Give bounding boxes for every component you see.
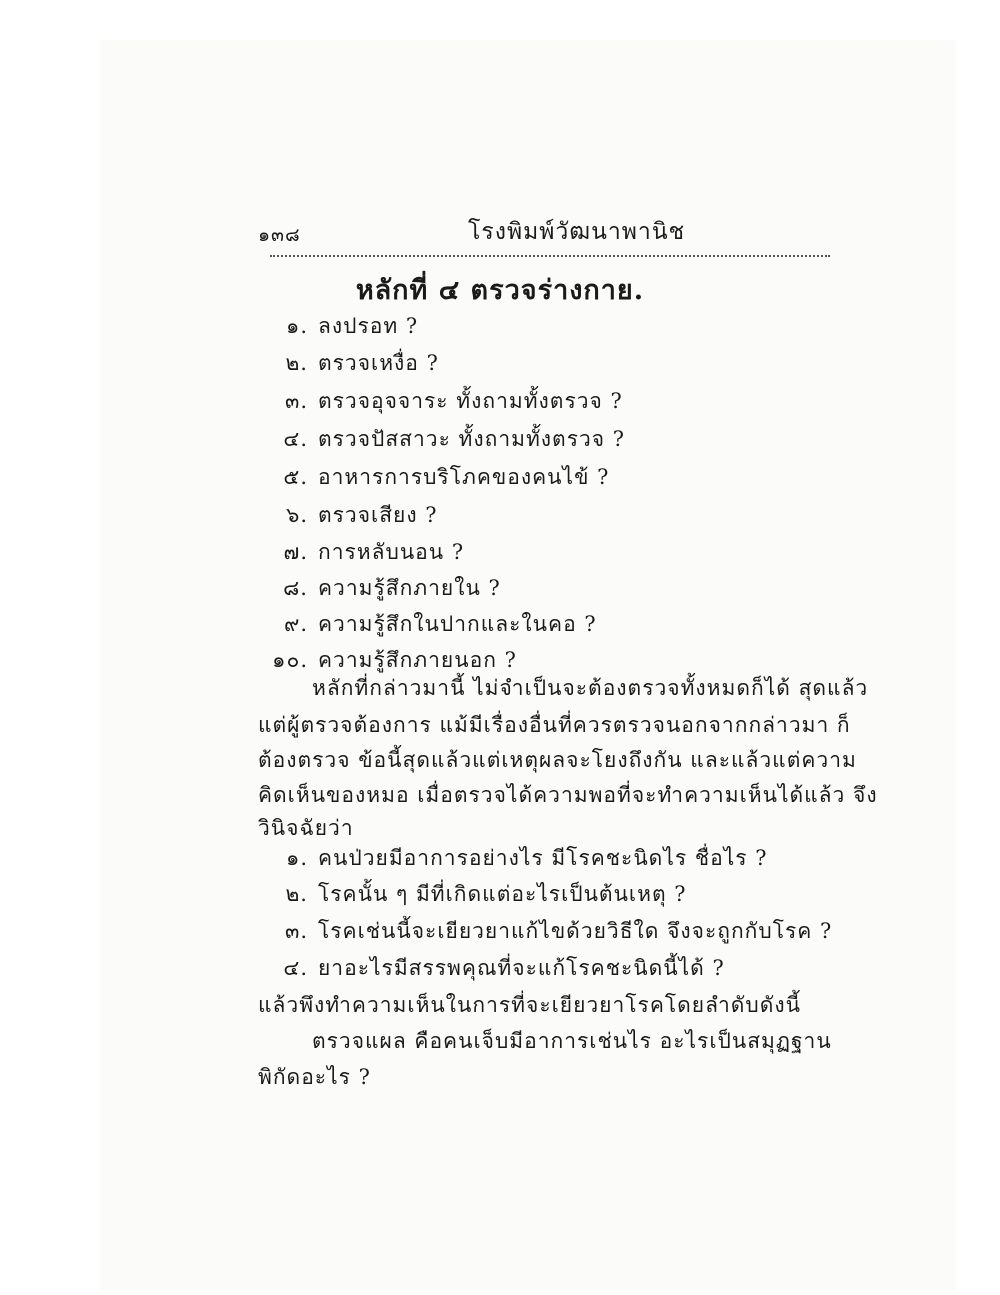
list-item: ๔. ยาอะไรมีสรรพคุณที่จะแก้โรคชะนิดนี้ได้ ? — [283, 956, 725, 980]
section-title: หลักที่ ๔ ตรวจร่างกาย. — [355, 275, 645, 306]
paragraph-line: วินิจฉัยว่า — [258, 816, 354, 840]
list-item: ๗. การหลับนอน ? — [283, 540, 465, 564]
header-divider — [270, 255, 830, 257]
list-item: ๘. ความรู้สึกภายใน ? — [283, 576, 501, 600]
list-item: ๖. ตรวจเสียง ? — [285, 503, 438, 527]
paragraph-line: คิดเห็นของหมอ เมื่อตรวจได้ความพอที่จะทำความเห็นได้แล้ว จึง — [258, 783, 878, 807]
closing-line: แล้วพึงทำความเห็นในการที่จะเยียวยาโรคโดยลำดับดังนี้ — [258, 993, 801, 1017]
closing-line: ตรวจแผล คือคนเจ็บมีอาการเช่นไร อะไรเป็นสมุฏฐาน — [312, 1029, 832, 1053]
list-item: ๓. ตรวจอุจจาระ ทั้งถามทั้งตรวจ ? — [284, 389, 623, 413]
list-item: ๓. โรคเช่นนี้จะเยียวยาแก้ไขด้วยวิธีใด จึงจะถูกกับโรค ? — [284, 919, 833, 943]
list-item: ๒. ตรวจเหงื่อ ? — [285, 351, 439, 375]
list-item: ๙. ความรู้สึกในปากและในคอ ? — [283, 612, 597, 636]
closing-line: พิกัดอะไร ? — [258, 1065, 371, 1089]
paragraph-line: หลักที่กล่าวมานี้ ไม่จำเป็นจะต้องตรวจทั้งหมดก็ได้ สุดแล้ว — [312, 676, 869, 700]
publisher-name: โรงพิมพ์วัฒนาพานิช — [468, 219, 686, 245]
running-head — [258, 212, 830, 252]
list-item: ๑. ลงปรอท ? — [285, 314, 419, 338]
list-item: ๔. ตรวจปัสสาวะ ทั้งถามทั้งตรวจ ? — [283, 427, 626, 451]
examination-checklist — [268, 310, 828, 672]
page-number: ๑๓๘ — [258, 224, 301, 246]
list-item: ๕. อาหารการบริโภคของคนไข้ ? — [283, 465, 610, 489]
paragraph-line: ต้องตรวจ ข้อนี้สุดแล้วแต่เหตุผลจะโยงถึงกัน และแล้วแต่ความ — [258, 748, 857, 772]
paragraph-line: แต่ผู้ตรวจต้องการ แม้มีเรื่องอื่นที่ควรตรวจนอกจากกล่าวมา ก็ — [258, 713, 851, 737]
diagnosis-questions — [268, 842, 833, 982]
list-item: ๑. คนป่วยมีอาการอย่างไร มีโรคชะนิดไร ชื่อไร ? — [285, 846, 768, 870]
list-item: ๒. โรคนั้น ๆ มีที่เกิดแต่อะไรเป็นต้นเหตุ ? — [285, 882, 687, 906]
list-item: ๑๐. ความรู้สึกภายนอก ? — [272, 648, 517, 672]
